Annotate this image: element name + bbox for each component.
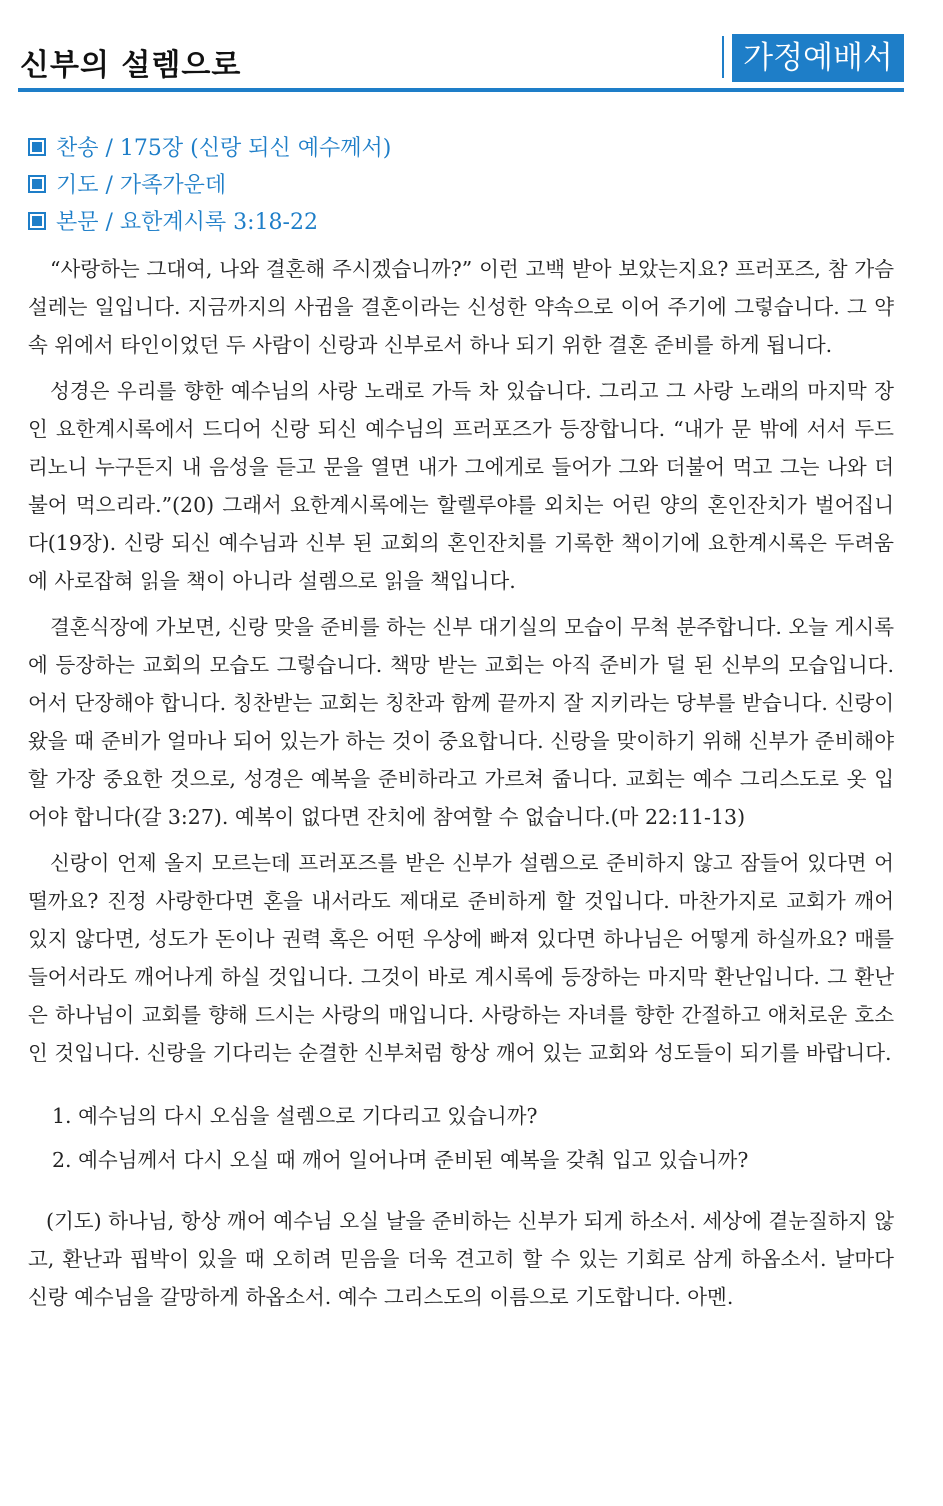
devotional-body bbox=[28, 250, 894, 1324]
paragraph-1: “사랑하는 그대여, 나와 결혼해 주시겠습니까?” 이런 고백 받아 보았는지요? 프러포즈, 참 가슴 설레는 일입니다. 지금까지의 사귐을 결혼이라는 신성한 약속으로 이어 주기에 그렇습니다. 그 약속 위에서 타인이었던 두 사람이 신랑과 신부로서 하나 되기 위한 결혼 준비를 하게 됩니다. bbox=[28, 257, 894, 357]
header-divider bbox=[722, 36, 724, 78]
reflection-questions bbox=[28, 1094, 894, 1182]
prayer-line bbox=[28, 165, 391, 202]
question-1: 1. 예수님의 다시 오심을 설렘으로 기다리고 있습니까? bbox=[52, 1104, 538, 1128]
closing-prayer: (기도) 하나님, 항상 깨어 예수님 오실 날을 준비하는 신부가 되게 하소서. 세상에 곁눈질하지 않고, 환난과 핍박이 있을 때 오히려 믿음을 더욱 견고히 할 수 있는 기회로 삼게 하옵소서. 날마다 신랑 예수님을 갈망하게 하옵소서. 예수 그리스도의 이름으로 기도합니다. 아멘. bbox=[28, 1209, 894, 1309]
hymn-text: 찬송 / 175장 (신랑 되신 예수께서) bbox=[56, 136, 392, 161]
scripture-text: 본문 / 요한계시록 3:18-22 bbox=[56, 210, 318, 235]
scripture-line bbox=[28, 202, 391, 239]
square-bullet-icon bbox=[28, 212, 46, 230]
paragraph-3: 결혼식장에 가보면, 신랑 맞을 준비를 하는 신부 대기실의 모습이 무척 분주합니다. 오늘 게시록에 등장하는 교회의 모습도 그렇습니다. 책망 받는 교회는 아직 준비가 덜 된 신부의 모습입니다. 어서 단장해야 합니다. 칭찬받는 교회는 칭찬과 함께 끝까지 잘 지키라는 당부를 받습니다. 신랑이 왔을 때 준비가 얼마나 되어 있는가 하는 것이 중요합니다. 신랑을 맞이하기 위해 신부가 준비해야 할 가장 중요한 것으로, 성경은 예복을 준비하라고 가르쳐 줍니다. 교회는 예수 그리스도로 옷 입어야 합니다(갈 3:27). 예복이 없다면 잔치에 참여할 수 없습니다.(마 22:11-13) bbox=[28, 615, 894, 829]
prayer-leader-text: 기도 / 가족가운데 bbox=[56, 173, 227, 198]
hymn-line bbox=[28, 128, 391, 165]
page-title: 신부의 설렘으로 bbox=[20, 48, 242, 83]
square-bullet-icon bbox=[28, 175, 46, 193]
header-rule bbox=[18, 88, 904, 92]
worship-info bbox=[28, 128, 391, 239]
paragraph-4: 신랑이 언제 올지 모르는데 프러포즈를 받은 신부가 설렘으로 준비하지 않고 잠들어 있다면 어떨까요? 진정 사랑한다면 혼을 내서라도 제대로 준비하게 할 것입니다. 마찬가지로 교회가 깨어 있지 않다면, 성도가 돈이나 권력 혹은 어떤 우상에 빠져 있다면 하나님은 어떻게 하실까요? 매를 들어서라도 깨어나게 하실 것입니다. 그것이 바로 계시록에 등장하는 마지막 환난입니다. 그 환난은 하나님이 교회를 향해 드시는 사랑의 매입니다. 사랑하는 자녀를 향한 간절하고 애처로운 호소인 것입니다. 신랑을 기다리는 순결한 신부처럼 항상 깨어 있는 교회와 성도들이 되기를 바랍니다. bbox=[28, 851, 894, 1065]
paragraph-2: 성경은 우리를 향한 예수님의 사랑 노래로 가득 차 있습니다. 그리고 그 사랑 노래의 마지막 장인 요한계시록에서 드디어 신랑 되신 예수님의 프러포즈가 등장합니다. “내가 문 밖에 서서 두드리노니 누구든지 내 음성을 듣고 문을 열면 내가 그에게로 들어가 그와 더불어 먹고 그는 나와 더불어 먹으리라.”(20) 그래서 요한계시록에는 할렐루야를 외치는 어린 양의 혼인잔치가 벌어집니다(19장). 신랑 되신 예수님과 신부 된 교회의 혼인잔치를 기록한 책이기에 요한계시록은 두려움에 사로잡혀 읽을 책이 아니라 설렘으로 읽을 책입니다. bbox=[28, 379, 894, 593]
question-2: 2. 예수님께서 다시 오실 때 깨어 일어나며 준비된 예복을 갖춰 입고 있습니까? bbox=[52, 1148, 749, 1172]
section-badge: 가정예배서 bbox=[732, 34, 904, 82]
square-bullet-icon bbox=[28, 138, 46, 156]
